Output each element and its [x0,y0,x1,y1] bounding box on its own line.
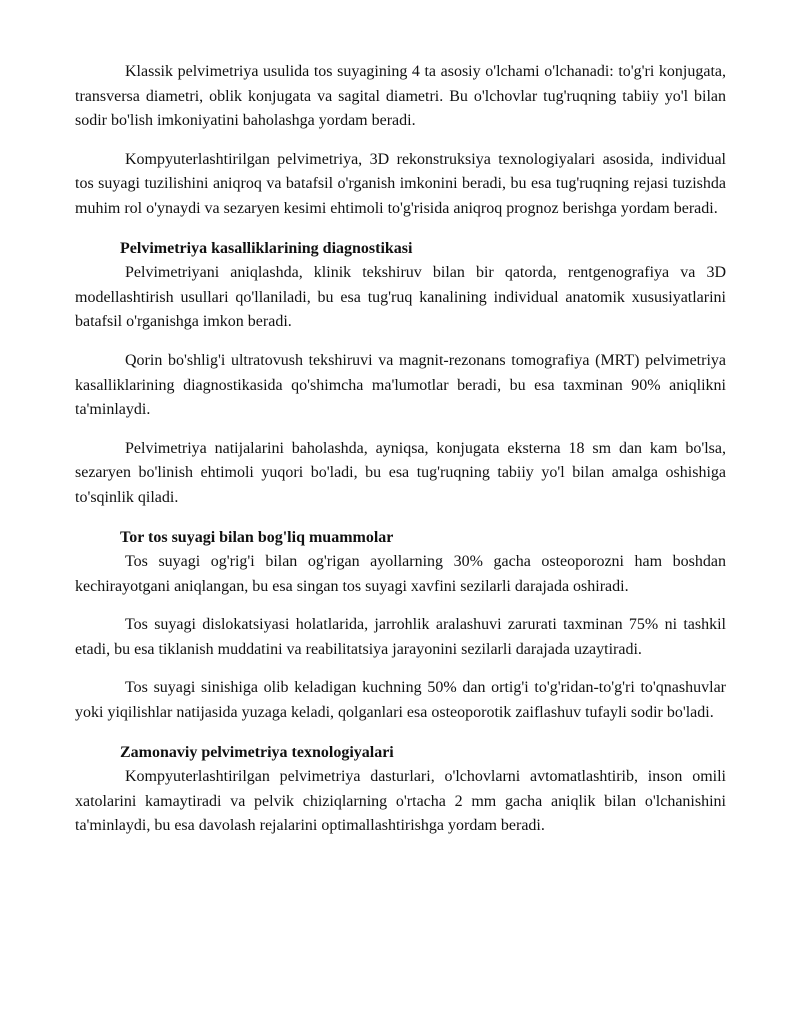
paragraph: Qorin bo'shlig'i ultratovush tekshiruvi va magnit-rezonans tomografiya (MRT) pelvimetriya kasalliklarining diagnostikasida qo'shimcha ma'lumotlar beradi, bu esa taxminan 90% aniqlikni ta'minlaydi. [75,351,726,419]
section-heading: Pelvimetriya kasalliklarining diagnostikasi [120,239,413,257]
paragraph: Pelvimetriya natijalarini baholashda, ayniqsa, konjugata eksterna 18 sm dan kam bo'lsa, sezaryen bo'linish ehtimoli yuqori bo'ladi, bu esa tug'ruqning tabiiy yo'l bilan amalga oshishiga to'sqinlik qiladi. [75,439,726,506]
paragraph: Kompyuterlashtirilgan pelvimetriya, 3D rekonstruksiya texnologiyalari asosida, individual tos suyagi tuzilishini aniqroq va batafsil o'rganish imkonini beradi, bu esa tug'ruqning rejasi tuzishda muhim rol o'ynaydi va sezaryen kesimi ehtimoli to'g'risida aniqroq prognoz berishga yordam beradi. [75,150,726,217]
paragraph: Tos suyagi og'rig'i bilan og'rigan ayollarning 30% gacha osteoporozni ham boshdan kechirayotgani aniqlangan, bu esa singan tos suyagi xavfini sezilarli darajada oshiradi. [75,553,726,595]
section-heading: Zamonaviy pelvimetriya texnologiyalari [120,743,394,761]
paragraph: Tos suyagi sinishiga olib keladigan kuchning 50% dan ortig'i to'g'ridan-to'g'ri to'qnashuvlar yoki yiqilishlar natijasida yuzaga keladi, qolganlari esa osteoporotik zaiflashuv tufayli sodir bo'ladi. [75,679,726,722]
paragraph: Tos suyagi dislokatsiyasi holatlarida, jarrohlik aralashuvi zarurati taxminan 75% ni tashkil etadi, bu esa tiklanish muddatini va reabilitatsiya jarayonini sezilarli darajada uzaytiradi. [75,616,726,658]
paragraph: Pelvimetriyani aniqlashda, klinik tekshiruv bilan bir qatorda, rentgenografiya va 3D modellashtirish usullari qo'llaniladi, bu esa tug'ruq kanalining individual anatomik xususiyatlarini batafsil o'rganishga imkon beradi. [75,264,726,331]
section-heading: Tor tos suyagi bilan bog'liq muammolar [120,528,394,546]
document-page [75,60,726,839]
paragraph: Klassik pelvimetriya usulida tos suyagining 4 ta asosiy o'lchami o'lchanadi: to'g'ri konjugata, transversa diametri, oblik konjugata va sagital diametri. Bu o'lchovlar tug'ruqning tabiiy yo'l bilan sodir bo'lish imkoniyatini baholashga yordam beradi. [75,63,726,130]
paragraph: Kompyuterlashtirilgan pelvimetriya dasturlari, o'lchovlarni avtomatlashtirib, inson omili xatolarini kamaytiradi va pelvik chiziqlarning o'rtacha 2 mm gacha aniqlik bilan o'lchanishini ta'minlaydi, bu esa davolash rejalarini optimallashtirishga yordam beradi. [75,768,726,835]
